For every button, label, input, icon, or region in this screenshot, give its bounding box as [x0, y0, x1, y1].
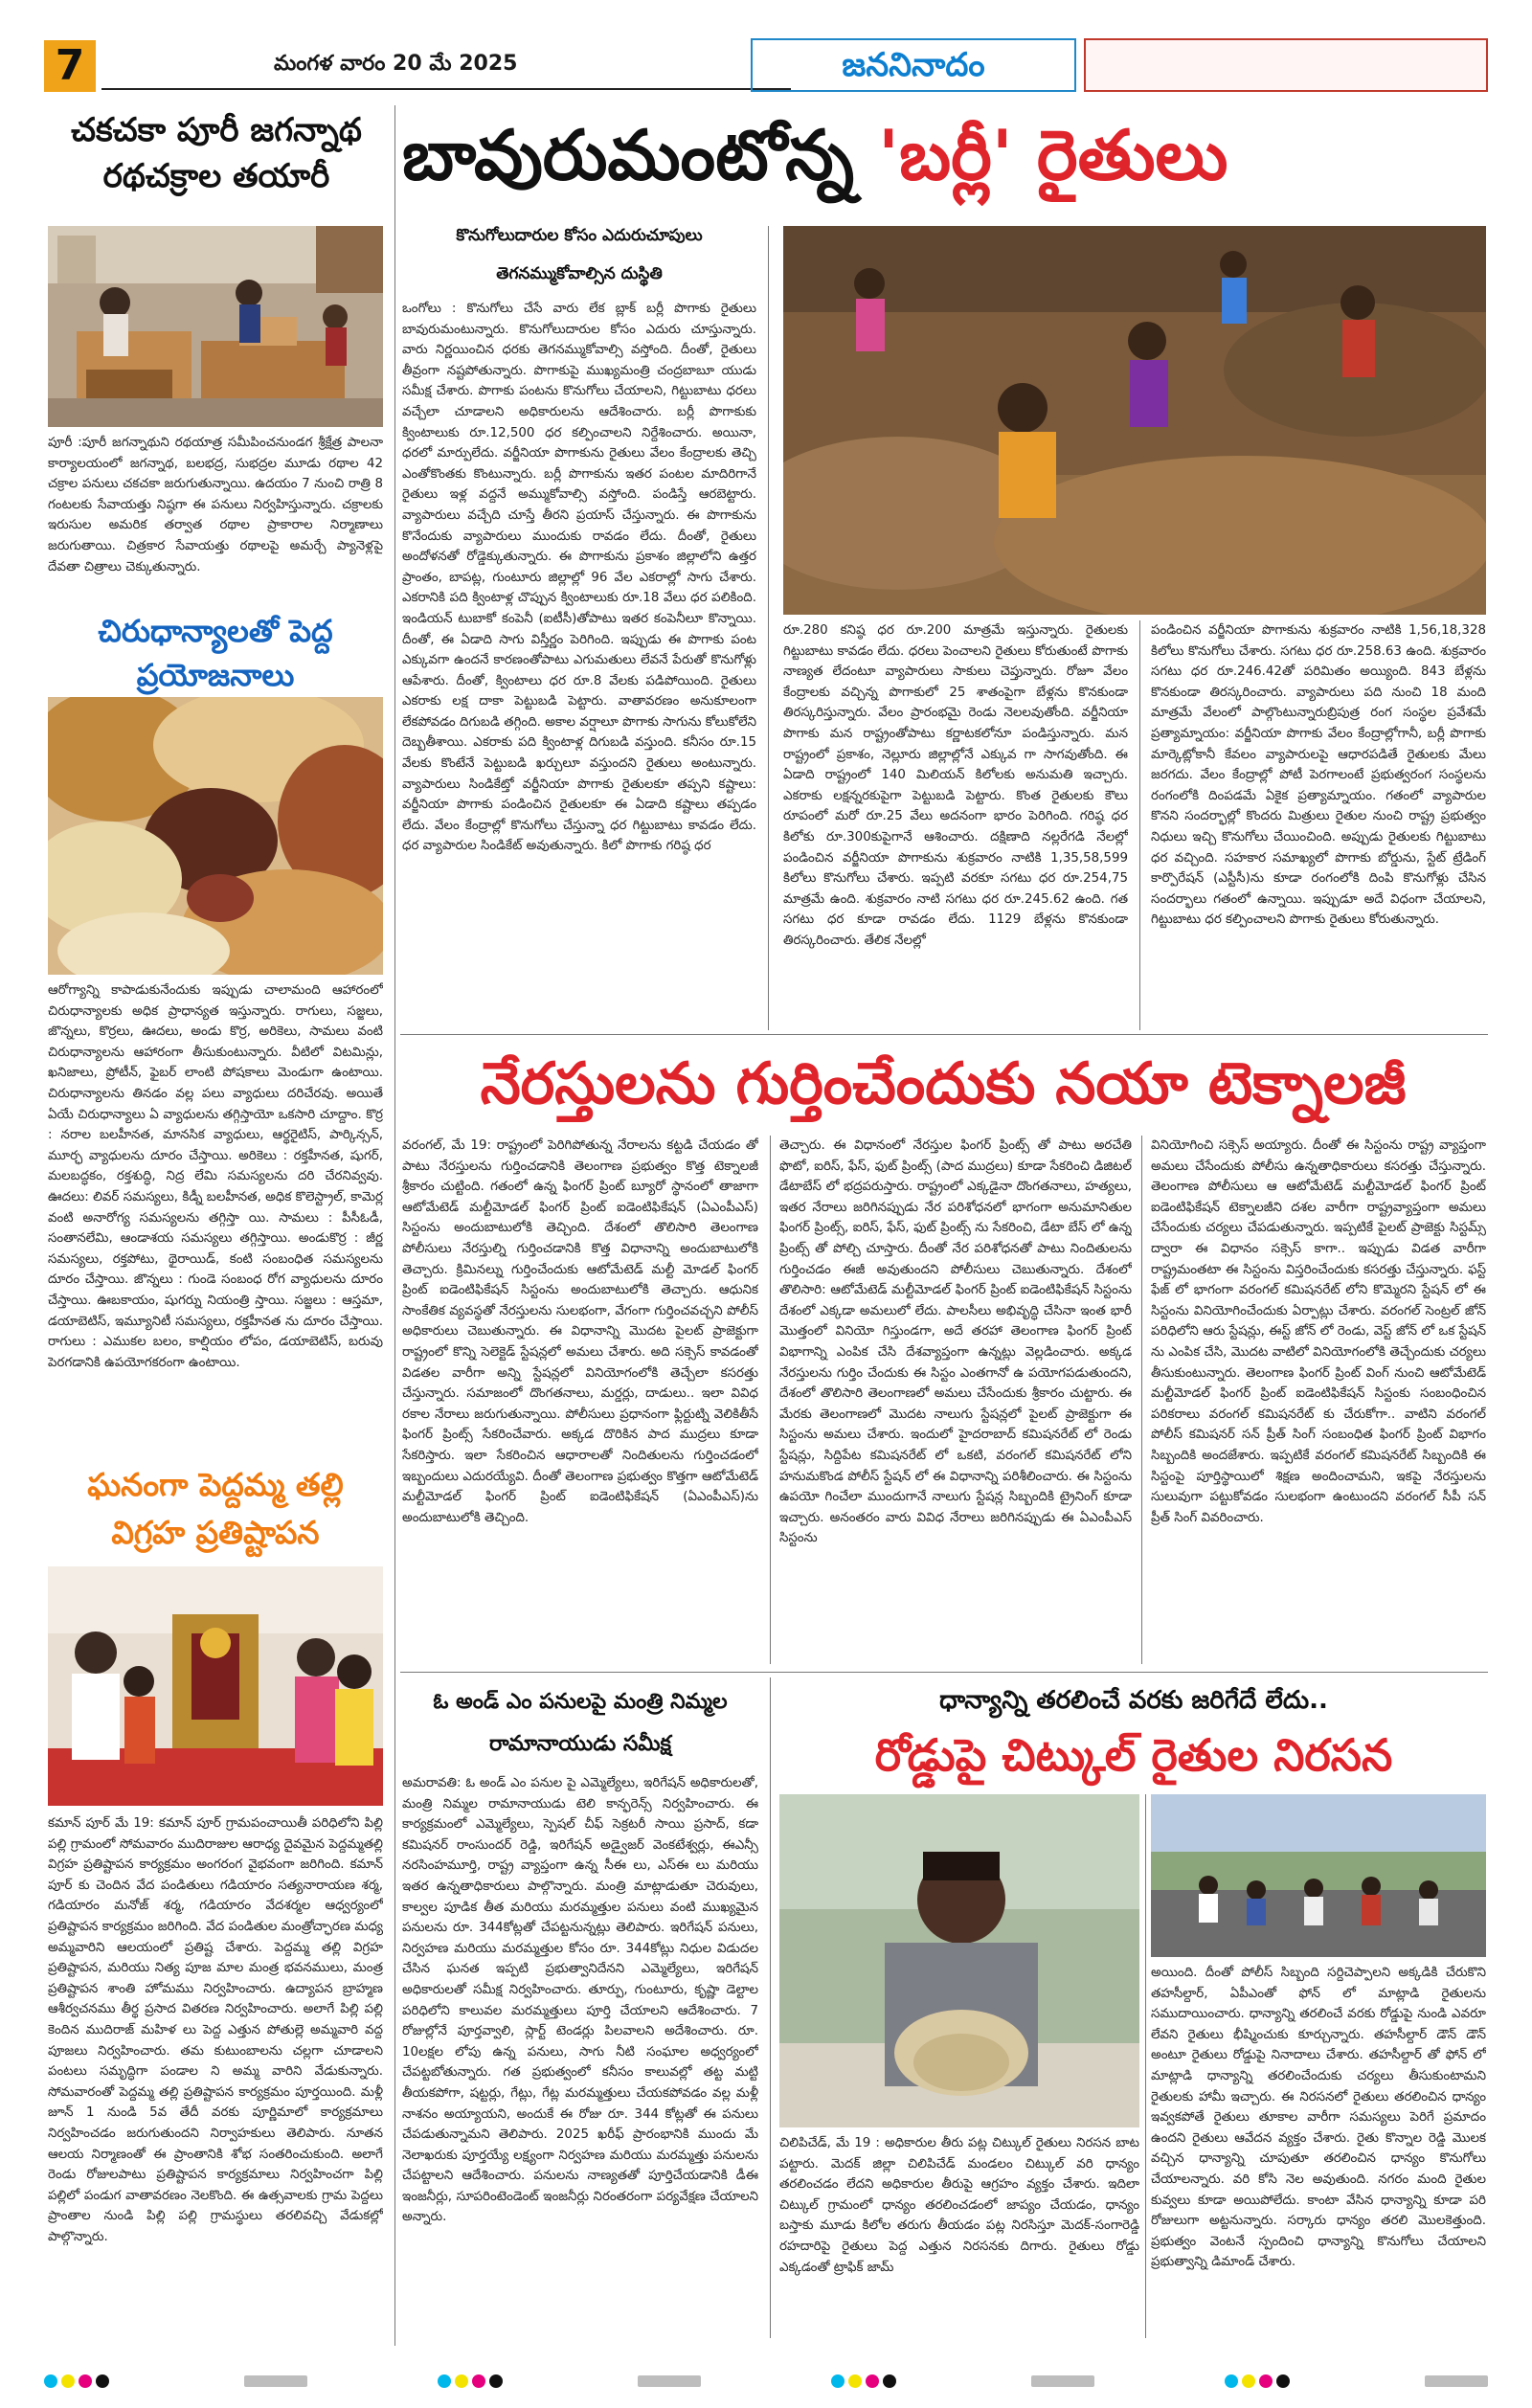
registration-dot — [96, 2374, 109, 2388]
registration-dots-4 — [1225, 2374, 1294, 2388]
fingerprint-col3: వినియోగించి సక్సెస్ అయ్యారు. దీంతో ఈ సిస్టంను రాష్ట్ర వ్యాప్తంగా అమలు చేసేందుకు పోలీసు ఉన్నతాధికారులు కసరత్తు చేస్తున్నారు. తెలంగాణ పోలీసులు ఆ ఆటోమేటెడ్ మల్టీమోడల్ ఫింగర్ ప్రింట్ ఐడెంటిఫికేషన్ టెక్నాలజీని దశల వారీగా రాష్ట్రవ్యాప్తంగా అమలు చేసేందుకు చర్యలు చేపడుతున్నారు. ఇప్పటికే పైలట్ ప్రాజెక్టు సిస్టమ్స్ ద్వారా ఈ విధానం సక్సెస్ కాగా.. ఇప్పుడు విడత వారీగా రాష్ట్రమంతటా ఈ సిస్టంను విస్తరించేందుకు కసరత్తు చేస్తున్నారు. ఫస్ట్ ఫేజ్ లో భాగంగా వరంగల్ కమిషనరేట్ లోని కొమ్మెరని స్టేషన్ లో ఈ సిస్టంను వినియోగించేందుకు ఏర్పాట్లు చేశారు. వరంగల్ సెంట్రల్ జోన్ పరిధిలోని ఆరు స్టేషన్లు, ఈస్ట్ జోన్ లో రెండు, వెస్ట్ జోన్ లో ఒక స్టేషన్ ను ఎంపిక చేసి, మొదట వాటిలో వినియోగంలోకి తెచ్చేందుకు చర్యలు తీసుకుంటున్నారు. తెలంగాణ ఫింగర్ ప్రింట్ వింగ్ నుంచి ఆటోమేటెడ్ మల్టీమోడల్ ఫింగర్ ప్రింట్ ఐడెంటిఫికేషన్ సిస్టంకు సంబంధించిన పరికరాలు వరంగల్ కమిషనరేట్ కు చేరుకోగా.. వాటిని వరంగల్ పోలీస్ కమిషనర్ సన్ ప్రీత్ సింగ్ సంబంధిత ఫింగర్ ప్రింట్ విభాగం సిబ్బందికి అందజేశారు. ఇప్పటికే వరంగల్ కమిషనరేట్ సిబ్బందికి ఈ సిస్టంపై పూర్తిస్థాయిలో శిక్షణ అందించామని, ఇకపై నేరస్తులను సులువుగా పట్టుకోవడం సులభంగా ఉంటుందని వరంగల్ సీపీ సన్ ప్రీత్ సింగ్ వివరించారు. — [1151, 1138, 1486, 1525]
registration-bar — [1425, 2375, 1488, 2387]
minister-body: అమరావతి: ఓ అండ్ ఎం పనుల పై ఎమ్మెల్యేలు, ఇరిగేషన్ అధికారులతో, మంత్రి నిమ్మల రామానాయుడు టెలి కాన్ఫరెన్స్ నిర్వహించారు. ఈ కార్యక్రమంలో ఎమ్మెల్యేలు, స్పెషల్ చీఫ్ సెక్రటరీ సాయి ప్రసాద్, కడా కమిషనర్ రాంసుందర్ రెడ్డి, ఇరిగేషన్ అడ్వైజర్ వెంకటేశ్వర్లు, ఈఎన్సీ నరసింహమూర్తి, రాష్ట్ర వ్యాప్తంగా ఉన్న సీఈ లు, ఎస్ఈ లు మరియు ఇతర ఉన్నతాధికారులు పాల్గొన్నారు. మంత్రి మాట్లాడుతూ చెరువులు, కాల్వల పూడిక తీత మరియు మరమ్మత్తుల పనులు వంటి ముఖ్యమైన పనులను రూ. 344కోట్లతో చేపట్టనున్నట్లు తెలిపారు. ఇరిగేషన్ పనులు, నిర్వహణ మరియు మరమ్మత్తుల కోసం రూ. 344కోట్లు నిధుల విడుదల చేసిన ఘనత ఇప్పటి ప్రభుత్వానిదేనని ఎమ్మెల్యేలు, ఇరిగేషన్ అధికారులతో సమీక్ష నిర్వహించారు. తూర్పు, గుంటూరు, కృష్ణా డెల్టాల పరిధిలోని కాలువల మరమ్మత్తులు పూర్తి చేయాలని ఆదేశించారు. 7 రోజుల్లోనే పూర్తవ్వాలి, స్లార్ట్ టెండర్లు పిలవాలని అదేశించారు. రూ. 10లక్షల లోపు ఉన్న పనులు, సాగు నీటి సంఘాల అధ్వర్యంలో చేపట్టబోతున్నారు. గత ప్రభుత్వంలో కనీసం కాలువల్లో తట్ట మట్టి తీయకపోగా, షట్టర్లు, గేట్లు, గేట్ల మరమ్మత్తులు చేయకపోవడం వల్ల మళ్లీ నాశనం అయ్యాయని, అందుకే ఈ రోజు రూ. 344 కోట్లతో ఈ పనులు చేపడుతున్నామని తెలిపారు. 2025 ఖరీఫ్ ప్రారంభానికి ముందు మే నెలాఖరుకు పూర్తయ్యే లక్ష్యంగా నిర్వహణ మరియు మరమ్మత్తు పనులను చేపట్టాలని ఆదేశించారు. పనులను నాణ్యతతో పూర్తిచేయడానికి డీఈ ఇంజనీర్లు, సూపరింటెండెంట్ ఇంజనీర్లు నిరంతరంగా పర్యవేక్షణ చేయాలని అన్నారు. — [402, 1776, 758, 2225]
registration-dot — [472, 2374, 485, 2388]
registration-dot — [61, 2374, 75, 2388]
fingerprint-headline: నేరస్తులను గుర్తించేందుకు నయా టెక్నాలజీ — [480, 1050, 1407, 1117]
registration-dot — [44, 2374, 57, 2388]
road-protest-photo — [1151, 1794, 1486, 1957]
farmer-sprout-photo — [779, 1794, 1139, 2127]
chitkul-col1: చిలిపిచేడ్, మే 19 : అధికారుల తీరు పట్ల చిట్కుల్ రైతులు నిరసన బాట పట్టారు. మెదక్ జిల్లా చిలిపిచేడ్ మండలం చిట్కుల్ వరి ధాన్యం తరలించడం లేదని అధికారుల తీరుపై ఆగ్రహం వ్యక్తం చేశారు. ఇదిలా చిట్కుల్ గ్రామంలో ధాన్యం తరలించడంలో జాప్యం చేయడం, ధాన్యం బస్తాకు మూడు కిలోల తరుగు తీయడం పట్ల నిరసిస్తూ మెదక్-సంగారెడ్డి రహదారిపై రైతులు పెద్ద ఎత్తున నిరసనకు దిగారు. రైతులు రోడ్డు ఎక్కడంతో ట్రాఫిక్ జామ్ — [779, 2136, 1139, 2275]
minister-headline: ఓ అండ్ ఎం పనులపై మంత్రి నిమ్మల రామానాయుడు సమీక్ష — [433, 1690, 728, 1756]
peddamma-headline: ఘనంగా పెద్దమ్మ తల్లి విగ్రహ ప్రతిష్టాపన — [87, 1466, 344, 1551]
burley-headline-accent: 'బర్లీ' రైతులు — [878, 115, 1228, 195]
burley-divider-1 — [768, 226, 769, 1030]
puri-headline: చకచకా పూరీ జగన్నాథ రథచక్రాల తయారీ — [71, 111, 362, 195]
registration-dot — [866, 2374, 879, 2388]
minister-divider — [770, 1677, 771, 2338]
chitkul-col2: అయింది. దీంతో పోలీస్ సిబ్బంది సర్దిచెప్పాలని అక్కడికి చేరుకొని తహసీల్దార్, ఏపీఎంతో ఫోన్ లో మాట్లాడి రైతులను సముదాయించారు. ధాన్యాన్ని తరలించే వరకు రోడ్డుపై నుండి ఎవరూ లేవని రైతులు భీష్మించుకు కూర్చున్నారు. తహసీల్దార్ డౌన్ డౌన్ అంటూ రైతులు రోడ్డుపై నినాదాలు చేశారు. తహసీల్దార్ తో ఫోన్ లో మాట్లాడి ధాన్యాన్ని తరలించేందుకు చర్యలు తీసుకుంటామని రైతులకు హామీ ఇచ్చారు. ఈ నిరసనలో రైతులు తరలించిన ధాన్యం ఇవ్వకపోతే రైతులు తూకాల వారీగా సమస్యలు పెరిగే ప్రమాదం ఉందని రైతులు ఆవేదన వ్యక్తం చేశారు. రైతు కొన్నాల రెడ్డి మొలక వచ్చిన ధాన్యాన్ని చూపుతూ తరలించిన ధాన్యం కొనుగోలు చేయాలన్నారు. వరి కోసి నెల అవుతుంది. నగరం మంది రైతుల కువ్వలు కూడా అయిపోలేదు. కాంటా వేసిన ధాన్యాన్ని కూడా పరి రోజులుగా అట్టనున్నారు. సర్కారు ధాన్యం తరలి మొలకెత్తుంది. ప్రభుత్వం వెంటనే స్పందించి ధాన్యాన్ని కొనుగోలు చేయాలని ప్రభుత్వాన్ని డిమాండ్ చేశారు. — [1151, 1966, 1486, 2270]
burley-subhead-2: తెగనమ్ముకోవాల్సిన దుస్థితి — [496, 264, 663, 283]
puri-chariot-photo — [48, 226, 383, 427]
registration-dot — [1259, 2374, 1273, 2388]
registration-bar — [244, 2375, 307, 2387]
grains-body: ఆరోగ్యాన్ని కాపాడుకునేందుకు ఇప్పుడు చాలామంది ఆహారంలో చిరుధాన్యాలకు అధిక ప్రాధాన్యత ఇస్తున్నారు. రాగులు, సజ్జలు, జొన్నలు, కొర్రలు, ఊదలు, అండు కొర్ర, అరికెలు, సామలు వంటి చిరుధాన్యాలను ఆహారంగా తీసుకుంటున్నారు. వీటిలో విటమిన్లు, ఖనిజాలు, ప్రోటీన్, ఫైబర్ లాంటి పోషకాలు మెండుగా ఉంటాయి. చిరుధాన్యాలను తినడం వల్ల పలు వ్యాధులు దరిచేరవు. అయితే ఏయే చిరుధాన్యాలు ఏ వ్యాధులను తగ్గిస్తాయో ఒకసారి చూద్దాం. కొర్ర : నరాల బలహీనత, మానసిక వ్యాధులు, ఆర్థరైటిస్, పార్కిన్సన్, మూర్ఛ వ్యాధులను దూరం చేస్తాయి. అరికెలు : రక్తహీనత, షుగర్, మలబద్ధకం, రక్తశుద్ధి, నిద్ర లేమి సమస్యలను దరి చేరనివ్వవు. ఊదలు: లివర్ సమస్యలు, కిడ్నీ బలహీనత, అధిక కొలెస్ట్రాల్, కామెర్ల వంటి అనారోగ్య సమస్యలను తగ్గిస్తా యి. సామలు : పీసీఓడీ, సంతానలేమి, ఆండాశయ సమస్యలు తగ్గిస్తాయి. అండుకొర్ర : జీర్ణ సమస్యలు, రక్తపోటు, థైరాయిడ్, కంటి సంబంధిత సమస్యలను దూరం చేస్తాయి. జొన్నలు : గుండె సంబంధ రోగ వ్యాధులను దూరం చేస్తాయి. ఊబకాయం, షుగర్ను నియంత్రి స్తాయి. సజ్జలు : ఆస్తమా, డయాబెటిస్, ఇమ్యూనిటీ సమస్యలు, రక్తహీనత ను దూరం చేస్తాయి. రాగులు : ఎముకల బలం, కాల్షియం లోపం, డయాబెటిస్, బరువు పెరగడానికి ఉపయోగకరంగా ఉంటాయి. — [48, 983, 383, 1370]
paper-name: జననినాదం — [751, 38, 1076, 92]
registration-dot — [1242, 2374, 1255, 2388]
section-divider-1 — [400, 1034, 1488, 1035]
page-number: 7 — [44, 40, 96, 92]
burley-headline — [402, 107, 1484, 203]
burley-divider-2 — [1139, 620, 1140, 1030]
registration-dots-3 — [831, 2374, 900, 2388]
fingerprint-col1: వరంగల్, మే 19: రాష్ట్రంలో పెరిగిపోతున్న నేరాలను కట్టడి చేయడం తో పాటు నేరస్తులను గుర్తించడానికి తెలంగాణ ప్రభుత్వం కొత్త టెక్నాలజీ శ్రీకారం చుట్టింది. గతంలో ఉన్న ఫింగర్ ప్రింట్ బ్యూరో స్థానంలో తాజాగా ఆటోమేటెడ్ మల్టీమోడల్ ఫింగర్ ప్రింట్ ఐడెంటిఫికేషన్ (ఏఎంపీఎస్) సిస్టంను అందుబాటులోకి తెచ్చింది. దేశంలో తొలిసారి తెలంగాణ పోలీసులు నేరస్తుల్ని గుర్తించడానికి కొత్త విధానాన్ని అందుబాటులోకి తెచ్చారు. క్రిమినల్ను గుర్తించేందుకు ఆటోమేటెడ్ మల్టీ మోడల్ ఫింగర్ ప్రింట్ ఐడెంటిఫికేషన్ సిస్టంను అందుబాటులోకి తెచ్చారు. ఆధునిక సాంకేతిక వ్యవస్థతో నేరస్తులను సులభంగా, వేగంగా గుర్తించవచ్చని పోలీస్ అధికారులు చెబుతున్నారు. ఈ విధానాన్ని మొదట పైలట్ ప్రాజెక్టుగా రాష్ట్రంలో కొన్ని సెలెక్టెడ్ స్టేషన్లలో అమలు చేశారు. అది సక్సెస్ కావడంతో విడతల వారీగా అన్ని స్టేషన్లలో వినియోగంలోకి తెచ్చేలా కసరత్తు చేస్తున్నారు. సమాజంలో దొంగతనాలు, మర్డర్లు, దాడులు.. ఇలా వివిధ రకాల నేరాలు జరుగుతున్నాయి. పోలీసులు ప్రధానంగా ఫ్లిర్టుట్ని వెలికితీసే ఫింగర్ ప్రింట్స్ సేకరించేవారు. అక్కడ దొరికిన పాద ముద్రలు కూడా సేకరిస్తారు. ఇలా సేకరించిన ఆధారాలతో నిందితులను గుర్తించడంలో ఇబ్బందులు ఎదురయ్యేవి. దీంతో తెలంగాణ ప్రభుత్వం కొత్తగా ఆటోమేటెడ్ మల్టీమోడల్ ఫింగర్ ప్రింట్ ఐడెంటిఫికేషన్ (ఏఎంపీఎస్)ను అందుబాటులోకి తెచ్చింది. — [402, 1138, 758, 1525]
registration-dots-1 — [44, 2374, 113, 2388]
registration-dot — [848, 2374, 862, 2388]
print-registration-bar — [44, 2373, 1488, 2390]
peddamma-body: కమాన్ పూర్ మే 19: కమాన్ పూర్ గ్రామపంచాయితీ పరిధిలోని పిల్లి పల్లి గ్రామంలో సోమవారం ముదిరాజుల ఆరాధ్య దైవమైన పెద్దమ్మతల్లి విగ్రహ ప్రతిష్టాపన కార్యక్రమం అంగరంగ వైభవంగా జరిగింది. కమాన్ పూర్ కు చెందిన వేద పండితులు గడియారం సత్యనారాయణ శర్మ, గడియారం మనోజ్ శర్మ, గడియారం వేదశర్మల ఆధ్వర్యంలో ప్రతిష్టాపన కార్యక్రమం జరిగింది. వేద పండితుల మంత్రోచ్ఛారణ మధ్య అమ్మవారిని ఆలయంలో ప్రతిష్ట చేశారు. పెద్దమ్మ తల్లి విగ్రహ ప్రతిష్టాపన, మరియు నిత్య పూజ మాల మంత్ర భవనములు, మంత్ర ప్రతిష్టాపన శాంతి హోమము నిర్వహించారు. ఉద్యాపన బ్రాహ్మణ ఆశీర్వచనము తీర్థ ప్రసాద వితరణ నిర్వహించారు. అలాగే పిల్లి పల్లి కెందిన ముదిరాజ్ మహిళ లు పెద్ద ఎత్తున పోతుల్లె అమ్మవారి వద్ద పూజలు నిర్వహించారు. తమ కుటుంబాలను చల్లగా చూడాలని పంటలు సమృద్ధిగా పండాల ని అమ్మ వారిని వేడుకున్నారు. సోమవారంతో పెద్దమ్మ తల్లి ప్రతిష్టాపన కార్యక్రమం పూర్తయింది. మళ్లీ జూన్ 1 నుండి 5వ తేదీ వరకు పూర్ణిమాలో కార్యక్రమాలు నిర్వహించడం జరుగుతుందని నిర్వాహకులు తెలిపారు. నూతన ఆలయ నిర్మాణంతో ఈ ప్రాంతానికి శోభ సంతరించుకుంది. అలాగే రెండు రోజులపాటు ప్రతిష్టాపన కార్యక్రమాలు నిర్వహించగా పిల్లి పల్లిలో పండుగ వాతావరణం నెలకొంది. ఈ ఉత్సవాలకు గ్రామ పెద్దలు ప్రాంతాల నుండి పిల్లి పల్లి గ్రామస్థులు తరలివచ్చి వేడుకల్లో పాల్గొన్నారు. — [48, 1816, 383, 2244]
registration-dot — [438, 2374, 451, 2388]
burley-subhead-1: కొనుగోలుదారుల కోసం ఎదురుచూపులు — [456, 226, 703, 245]
registration-bar — [1031, 2375, 1094, 2387]
masthead-ad-box — [1084, 38, 1488, 92]
puri-body: పూరీ :పూరీ జగన్నాథుని రథయాత్ర సమీపించనుండగ శ్రీక్షేత్ర పాలనా కార్యాలయంలో జగన్నాథ, బలభద్ర, సుభద్రల మూడు రథాల 42 చక్రాల పనులు చకచకా జరుగుతున్నాయి. ఉదయం 7 నుంచి రాత్రి 8 గంటలకు సేవాయత్తు నిష్ఠగా ఈ పనులు నిర్వహిస్తున్నారు. చక్రాలకు ఇరుసుల అమరిక తర్వాత రథాల ప్రాకారాల నిర్మాణాలు జరుగుతాయి. చిత్రకార సేవాయత్తు రథాలపై అమర్చే ప్యానెళ్లపై దేవతా చిత్రాలు చెక్కుతున్నారు. — [48, 436, 383, 574]
grains-headline: చిరుధాన్యాలతో పెద్ద ప్రయోజనాలు — [98, 613, 333, 693]
millets-photo — [48, 697, 383, 975]
masthead-rule — [101, 88, 791, 90]
registration-dot — [1225, 2374, 1238, 2388]
burley-headline-main: బావురుమంటోన్న — [402, 115, 879, 195]
fingerprint-divider-2 — [1141, 1136, 1142, 1664]
chitkul-headline: రోడ్డుపై చిట్కుల్ రైతుల నిరసన — [874, 1729, 1393, 1781]
page-date: మంగళ వారం 20 మే 2025 — [274, 52, 518, 76]
registration-dots-2 — [438, 2374, 507, 2388]
chitkul-divider — [1145, 1794, 1146, 2338]
registration-dot — [831, 2374, 845, 2388]
peddamma-ceremony-photo — [48, 1566, 383, 1806]
registration-dot — [79, 2374, 92, 2388]
section-divider-2 — [400, 1672, 1488, 1673]
registration-dot — [455, 2374, 468, 2388]
chitkul-kicker: ధాన్యాన్ని తరలించే వరకు జరిగేదే లేదు.. — [939, 1686, 1328, 1715]
masthead — [44, 38, 1488, 96]
fingerprint-divider-1 — [770, 1136, 771, 1664]
registration-dot — [883, 2374, 896, 2388]
burley-col3: పండించిన వర్జీనియా పొగాకును శుక్రవారం నాటికి 1,56,18,328 కిలోలు కొనుగోలు చేశారు. సగటు ధర రూ.258.63 ఉంది. శుక్రవారం సగటు ధర రూ.246.42తో పరిమితం అయ్యింది. 843 బేళ్లను కొనకుండా తిరస్కరించారు. వ్యాపారులు పది నుంచి 18 మంది మాత్రమే వేలంలో పాల్గొంటున్నారుబ్రిపుత్ర రంగ సంస్థల ప్రవేశమే ప్రత్యామ్నాయం: వర్జీనియా పొగాకు వేలం కేంద్రాల్లోగానీ, బర్లీ పొగాకు మార్కెట్లోకానీ కేవలం వ్యాపారులపై ఆధారపడితే రైతులకు మేలు జరగదు. వేలం కేంద్రాల్లో పోటీ పెరగాలంటే ప్రభుత్వరంగ సంస్థలను రంగంలోకి దింపడమే ఏకైక ప్రత్యామ్నాయం. గతంలో వ్యాపారుల కొనని సందర్భాల్లో కొందరు మిత్రులు రైతుల నుంచి రాష్ట్ర ప్రభుత్వం నిధులు ఇచ్చి కొనుగోలు చేయించింది. అప్పుడు రైతులకు గిట్టుబాటు ధర వచ్చింది. సహకార సమాఖ్యలో పొగాకు బోర్డును, స్టేట్ ట్రేడింగ్ కార్పొరేషన్ (ఎస్టీసీ)ను కూడా రంగంలోకి దింపి కొనుగోళ్లు చేసిన సందర్భాలు గతంలో ఉన్నాయి. ఇప్పుడూ అదే విధంగా చేయాలని, గిట్టుబాటు ధర కల్పించాలని పొగాకు రైతులు కోరుతున్నారు. — [1151, 623, 1486, 928]
tobacco-farmers-photo — [783, 226, 1486, 615]
burley-col2: రూ.280 కనిష్ఠ ధర రూ.200 మాత్రమే ఇస్తున్నారు. రైతులకు గిట్టుబాటు కావడం లేదు. ధరలు పెంచాలని రైతులు కోరుతుంటే పొగాకు నాణ్యత లేదంటూ వ్యాపారులు సాకులు చెప్తున్నారు. రోజూ వేలం కేంద్రాలకు వచ్చిన్న పొగాకులో 25 శాతంపైగా బేళ్లను కొనకుండా తిరస్కరిస్తున్నారు. వేలం ప్రారంభమై రెండు నెలలవుతోంది. వర్జీనియా పొగాకు మన రాష్ట్రంతోపాటు కర్ణాటకలోనూ పండిస్తున్నారు. మన రాష్ట్రంలో ప్రకాశం, నెల్లూరు జిల్లాల్లోనే ఎక్కువ గా సాగవుతోంది. ఈ ఏడాది రాష్ట్రంలో 140 మిలియన్ కిలోలకు అనుమతి ఇచ్చారు. ఎకరాకు లక్షన్నరకుపైగా పెట్టుబడి పెట్టారు. కొంత రైతులకు కౌలు రూపంలో మరో రూ.25 వేలు అదనంగా భారం పెరిగింది. గరిష్ఠ ధర కిలోకు రూ.300కుపైగానే ఆశించారు. దక్షిణాది నల్లరేగడి నేలల్లో పండించిన వర్జీనియా పొగాకును శుక్రవారం నాటికి 1,35,58,599 కిలోలు కొనుగోలు చేశారు. ఇప్పటి వరకూ సగటు ధర రూ.254,75 మాత్రమే ఉంది. శుక్రవారం నాటి సగటు ధర రూ.245.62 ఉంది. గత సగటు ధర కూడా రావడం లేదు. 1129 బేళ్లను కొనకుండా తిరస్కరించారు. తేలిక నేలల్లో — [783, 623, 1128, 948]
burley-col1: ఒంగోలు : కొనుగోలు చేసే వారు లేక బ్లాక్ బర్లీ పొగాకు రైతులు బావురుమంటున్నారు. కొనుగోలుదారుల కోసం ఎదురు చూస్తున్నారు. వారు నిర్ణయించిన ధరకు తెగనమ్ముకోవాల్సి వస్తోంది. దీంతో, రైతులు తీవ్రంగా నష్టపోతున్నారు. పొగాకుపై ముఖ్యమంత్రి చంద్రబాబూ యుడు సమీక్ష చేశారు. పొగాకు పంటను కొనుగోలు చేయాలని, గిట్టుబాటు ధరలు వచ్చేలా చూడాలని అధికారులను ఆదేశించారు. బర్లీ పొగాకుకు క్వింటాలుకు రూ.12,500 ధర కల్పించాలని నిర్దేశించారు. అయినా, ధరలో మార్పులేదు. వర్జీనియా పొగాకును రైతులు వేలం కేంద్రాలకు తెచ్చి ఎంతోకొంతకు కొంటున్నారు. బర్లీ పొగాకును ఇతర పంటల మాదిరిగానే రైతులు ఇళ్ల వద్దనే అమ్ముకోవాల్సి వస్తోంది. పండిస్తే ఆరబెట్టారు. వ్యాపారులు వచ్చేది చూస్తే తీరని ప్రయాస్ చేస్తున్నారు. ఈ పొగాకును కొనేందుకు వ్యాపారులు ముందుకు రావడం లేదు. దీంతో, రైతులు అందోళనతో రోడ్డెక్కుతున్నారు. ఈ పొగాకును ప్రకాశం జిల్లాలోని ఉత్తర ప్రాంతం, బాపట్ల, గుంటూరు జిల్లాల్లో 96 వేల ఎకరాల్లో సాగు చేశారు. ఎకరానికి పది క్వింటాళ్ల చొప్పున క్వింటాలుకు రూ.18 వేలు ధర పలికింది. ఇండియన్ టుబాకో కంపెనీ (ఐటీసీ)తోపాటు ఇతర కంపెనీలూ కొన్నాయి. దీంతో, ఈ ఏడాది సాగు విస్తీర్ణం పెరిగింది. ఇప్పుడు ఈ పొగాకు పంట ఎక్కువగా ఉందనే కారణంతోపాటు ఎగుమతులు లేవనే పేరుతో కొనుగోళ్లు ఆపేశారు. దీంతో, క్వింటాలు ధర రూ.8 వేలకు పడిపోయింది. రైతులు ఎకరాకు లక్ష దాకా పెట్టుబడి పెట్టారు. వాతావరణం అనుకూలంగా లేకపోవడం దిగుబడి తగ్గింది. అకాల వర్షాలూ పొగాకు సాగును కోలుకోలేని దెబ్బతీశాయి. ఎకరాకు పది క్వింటాళ్ల దిగుబడి వస్తుంది. కనీసం రూ.15 వేలకు కొంటేనే పెట్టుబడి ఖర్చులూ వస్తుందని రైతులు అంటున్నారు. వ్యాపారులు సిండికేట్తో వర్జీనియా పొగాకు రైతులకూ తప్పని కష్టాలు: వర్జీనియా పొగాకు పండించిన రైతులకూ ఈ ఏడాది కష్టాలు తప్పడం లేదు. వేలం కేంద్రాల్లో కొనుగోలు చేస్తున్నా ధర గిట్టుబాటు కావడం లేదు. ధర వ్యాపారుల సిండికేట్ అవుతున్నారు. కిలో పొగాకు గరిష్ఠ ధర — [402, 302, 756, 854]
fingerprint-col2: తెచ్చారు. ఈ విధానంలో నేరస్తుల ఫింగర్ ప్రింట్స్ తో పాటు అరచేతి ఫొటో, ఐరిస్, ఫేస్, ఫుట్ ప్రింట్స్ (పాద ముద్రలు) కూడా సేకరించి డిజిటల్ డేటాబేస్ లో భద్రపరుస్తారు. రాష్ట్రంలో ఎక్కడైనా దొంగతనాలు, హత్యలు, ఇతర నేరాలు జరిగినప్పుడు నేర పరిశోధనలో భాగంగా అనుమానితుల ఫింగర్ ప్రింట్స్, ఐరిస్, ఫేస్, ఫుట్ ప్రింట్స్ ను సేకరించి, డేటా బేస్ లో ఉన్న ప్రింట్స్ తో పోల్చి చూస్తారు. దీంతో నేర పరిశోధనతో పాటు నిందితులను గుర్తించడం ఈజీ అవుతుందని పోలీసులు చెబుతున్నారు. దేశంలో తొలిసారి: ఆటోమేటెడ్ మల్టీమోడల్ ఫింగర్ ప్రింట్ ఐడెంటిఫికేషన్ సిస్టంను దేశంలో ఎక్కడా అమలులో లేదు. పాలసీలు అభివృద్ధి చేసినా ఇంత భారీ మొత్తంలో వినియో గిస్తుండగా, అదే తరహా తెలంగాణ ఫింగర్ ప్రింట్ విభాగాన్ని ఎంపిక చేసి దేశవ్యాప్తంగా ఉన్నట్లు వెల్లడించారు. అక్కడ నేరస్తులను గుర్తిం చేందుకు ఈ సిస్టం ఎంతగానో ఉ పయోగపడుతుందని, దేశంలో తొలిసారి తెలంగాణలో అమలు చేసేందుకు శ్రీకారం చుట్టారు. ఈ మేరకు తెలంగాణలో మొదట నాలుగు స్టేషన్లలో పైలట్ ప్రాజెక్టుగా ఈ సిస్టంను అమలు చేశారు. ఇందులో హైదరాబాద్ కమిషనరేట్ లో రెండు స్టేషన్లు, సిద్దిపేట కమిషనరేట్ లో ఒకటి, వరంగల్ కమిషనరేట్ లోని హనుమకొండ పోలీస్ స్టేషన్ లో ఈ విధానాన్ని పరిశీలించారు. ఈ సిస్టంను ఉపయో గించేలా ముందుగానే నాలుగు స్టేషన్ల సిబ్బందికి ట్రైనింగ్ కూడా ఇచ్చారు. అనంతరం వారు వివిధ నేరాలు జరిగినప్పుడు ఈ ఏఎంపీఎస్ సిస్టంను — [779, 1138, 1132, 1546]
registration-dot — [489, 2374, 503, 2388]
column-divider-left — [394, 105, 395, 2346]
registration-dot — [1276, 2374, 1290, 2388]
registration-bar — [638, 2375, 701, 2387]
